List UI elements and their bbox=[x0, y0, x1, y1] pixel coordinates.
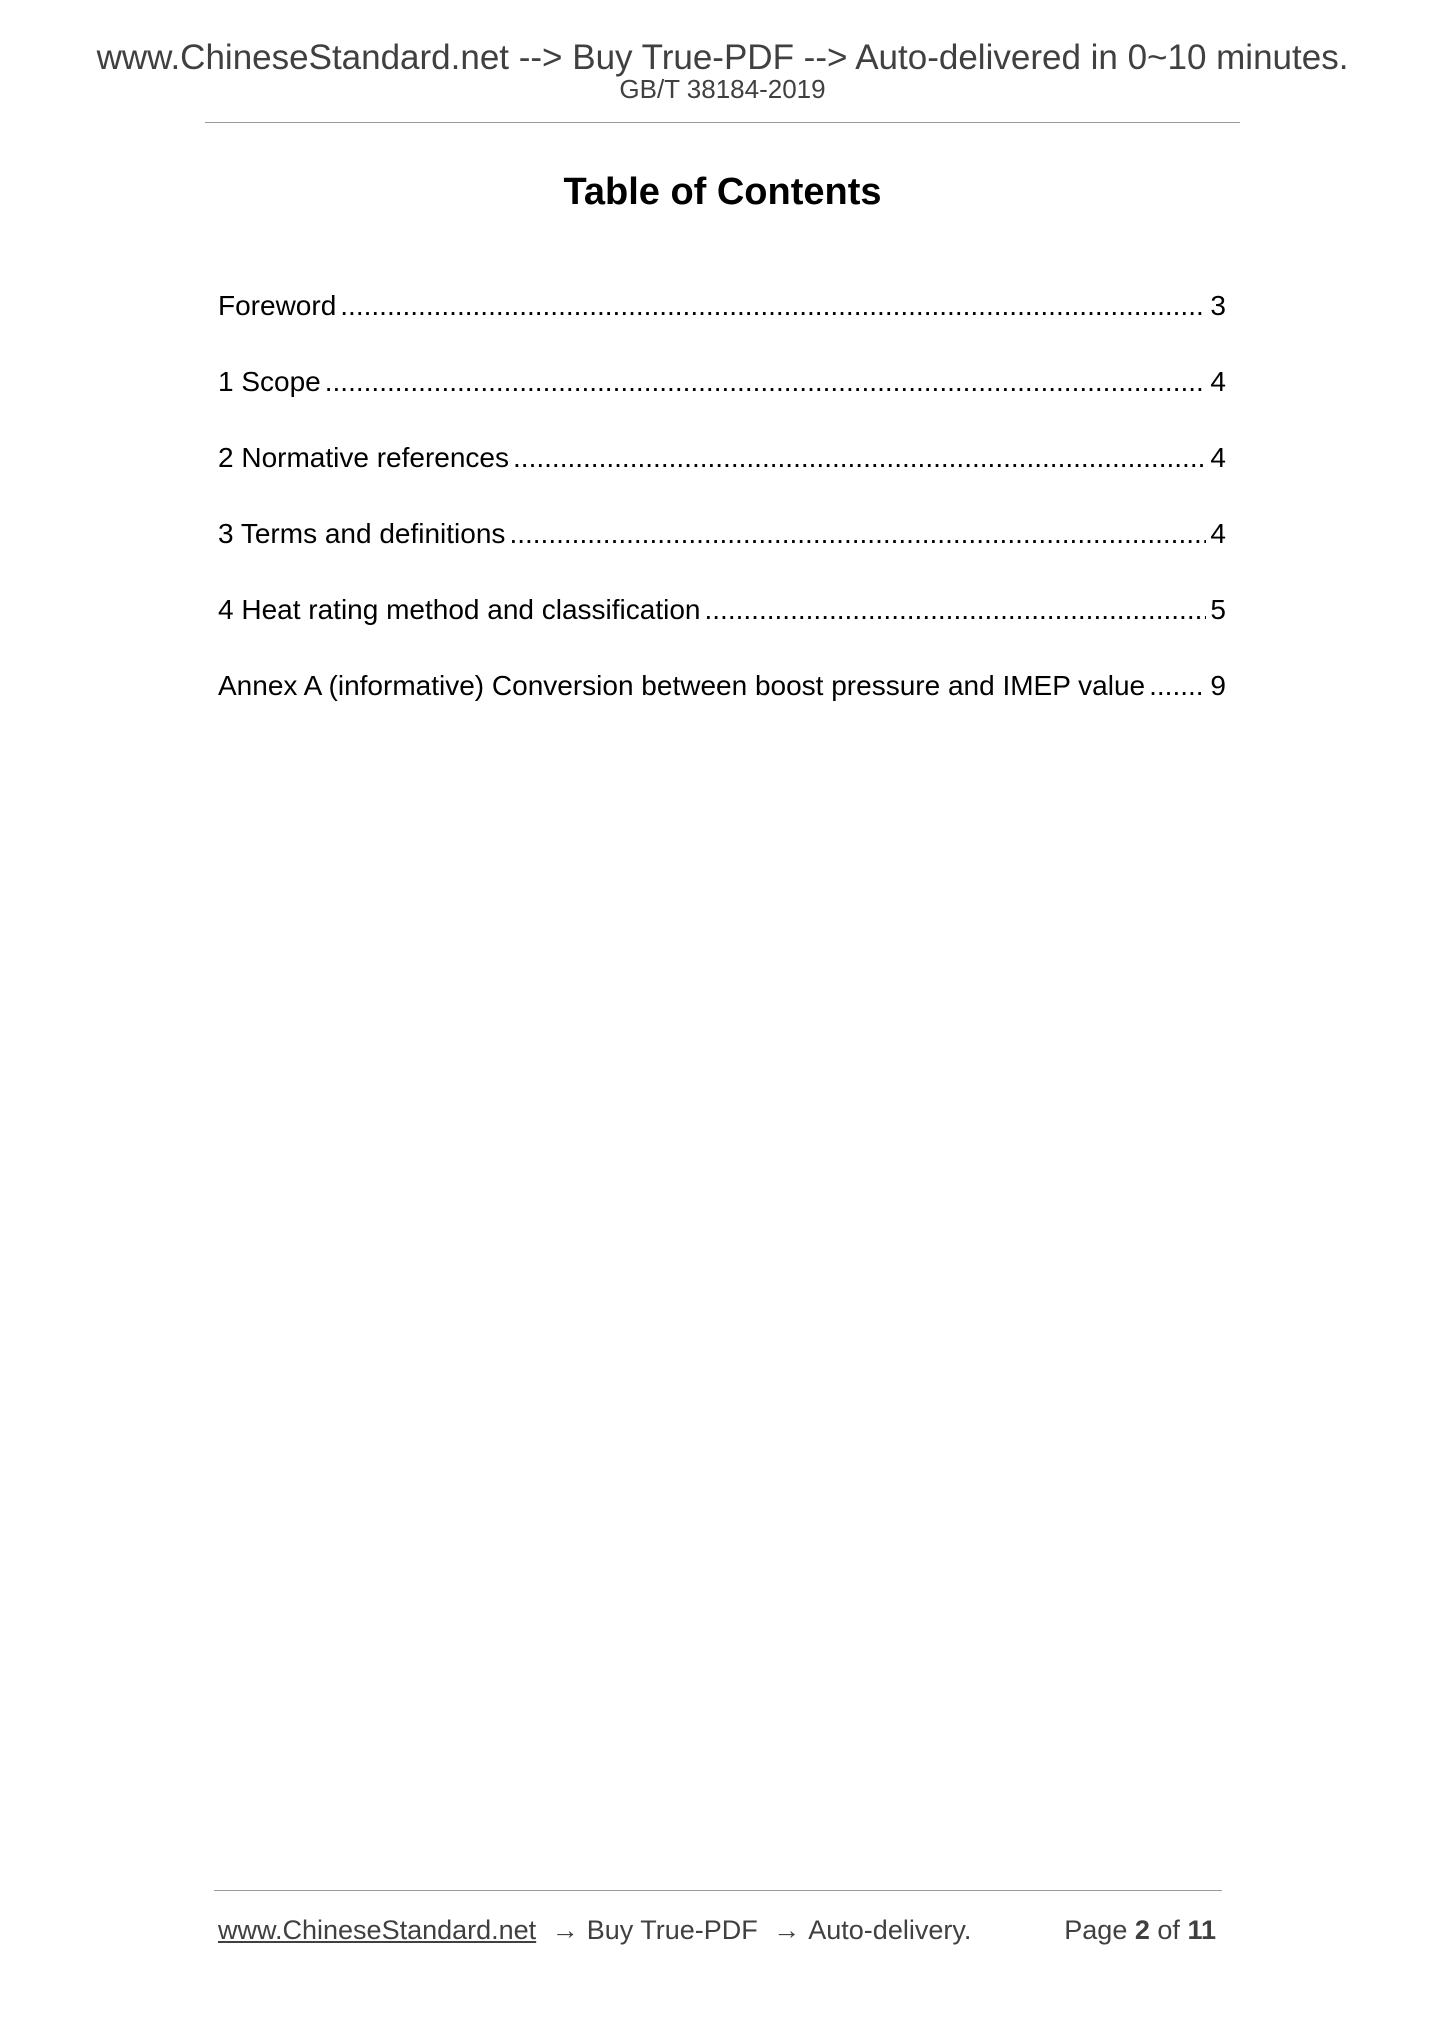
page-title: Table of Contents bbox=[563, 171, 882, 213]
toc-entry-title: 2 Normative references bbox=[218, 442, 510, 473]
toc-entry-page: 4 bbox=[1210, 442, 1226, 473]
page-footer bbox=[218, 1912, 1222, 1948]
header-divider bbox=[205, 122, 1240, 123]
dot-leader bbox=[325, 362, 1207, 402]
toc-entry-title: 1 Scope bbox=[218, 366, 321, 397]
toc-entry-page: 4 bbox=[1210, 518, 1226, 549]
toc-entry-title: Annex A (informative) Conversion between boost pressure and IMEP value bbox=[218, 670, 1146, 701]
toc-entry-title: 3 Terms and definitions bbox=[218, 518, 506, 549]
standard-code: GB/T 38184-2019 bbox=[619, 74, 826, 104]
dot-leader bbox=[340, 286, 1206, 326]
dot-leader bbox=[513, 438, 1206, 478]
toc-entry-title: Foreword bbox=[218, 290, 337, 321]
website-link[interactable]: www.ChineseStandard.net bbox=[218, 1915, 537, 1945]
toc-entry-page: 5 bbox=[1210, 594, 1226, 625]
toc-entry-annex-a[interactable] bbox=[218, 666, 1226, 742]
page-of-label: of bbox=[1157, 1915, 1180, 1945]
toc-entry-scope[interactable] bbox=[218, 362, 1226, 438]
table-of-contents bbox=[218, 286, 1226, 742]
page-label: Page bbox=[1064, 1915, 1128, 1945]
dot-leader bbox=[1149, 666, 1206, 706]
arrow-right-icon: → bbox=[551, 1915, 579, 1945]
header-banner: www.ChineseStandard.net --> Buy True-PDF --> Auto-delivered in 0~10 minutes. bbox=[96, 38, 1349, 77]
toc-entry-normative-references[interactable] bbox=[218, 438, 1226, 514]
total-pages-number: 11 bbox=[1187, 1915, 1216, 1945]
current-page-number: 2 bbox=[1134, 1915, 1150, 1945]
toc-entry-heat-rating[interactable] bbox=[218, 590, 1226, 666]
toc-entry-terms-definitions[interactable] bbox=[218, 514, 1226, 590]
page-indicator bbox=[1064, 1912, 1216, 1948]
buy-text: Buy True-PDF bbox=[586, 1915, 758, 1945]
toc-entry-page: 9 bbox=[1210, 670, 1226, 701]
dot-leader bbox=[509, 514, 1206, 554]
footer-divider bbox=[214, 1890, 1222, 1891]
toc-entry-title: 4 Heat rating method and classification bbox=[218, 594, 701, 625]
footer-promo bbox=[218, 1912, 971, 1948]
dot-leader bbox=[705, 590, 1207, 630]
toc-entry-page: 3 bbox=[1210, 290, 1226, 321]
toc-entry-foreword[interactable] bbox=[218, 286, 1226, 362]
delivery-text: Auto-delivery. bbox=[808, 1915, 972, 1945]
toc-entry-page: 4 bbox=[1210, 366, 1226, 397]
arrow-right-icon: → bbox=[773, 1915, 801, 1945]
